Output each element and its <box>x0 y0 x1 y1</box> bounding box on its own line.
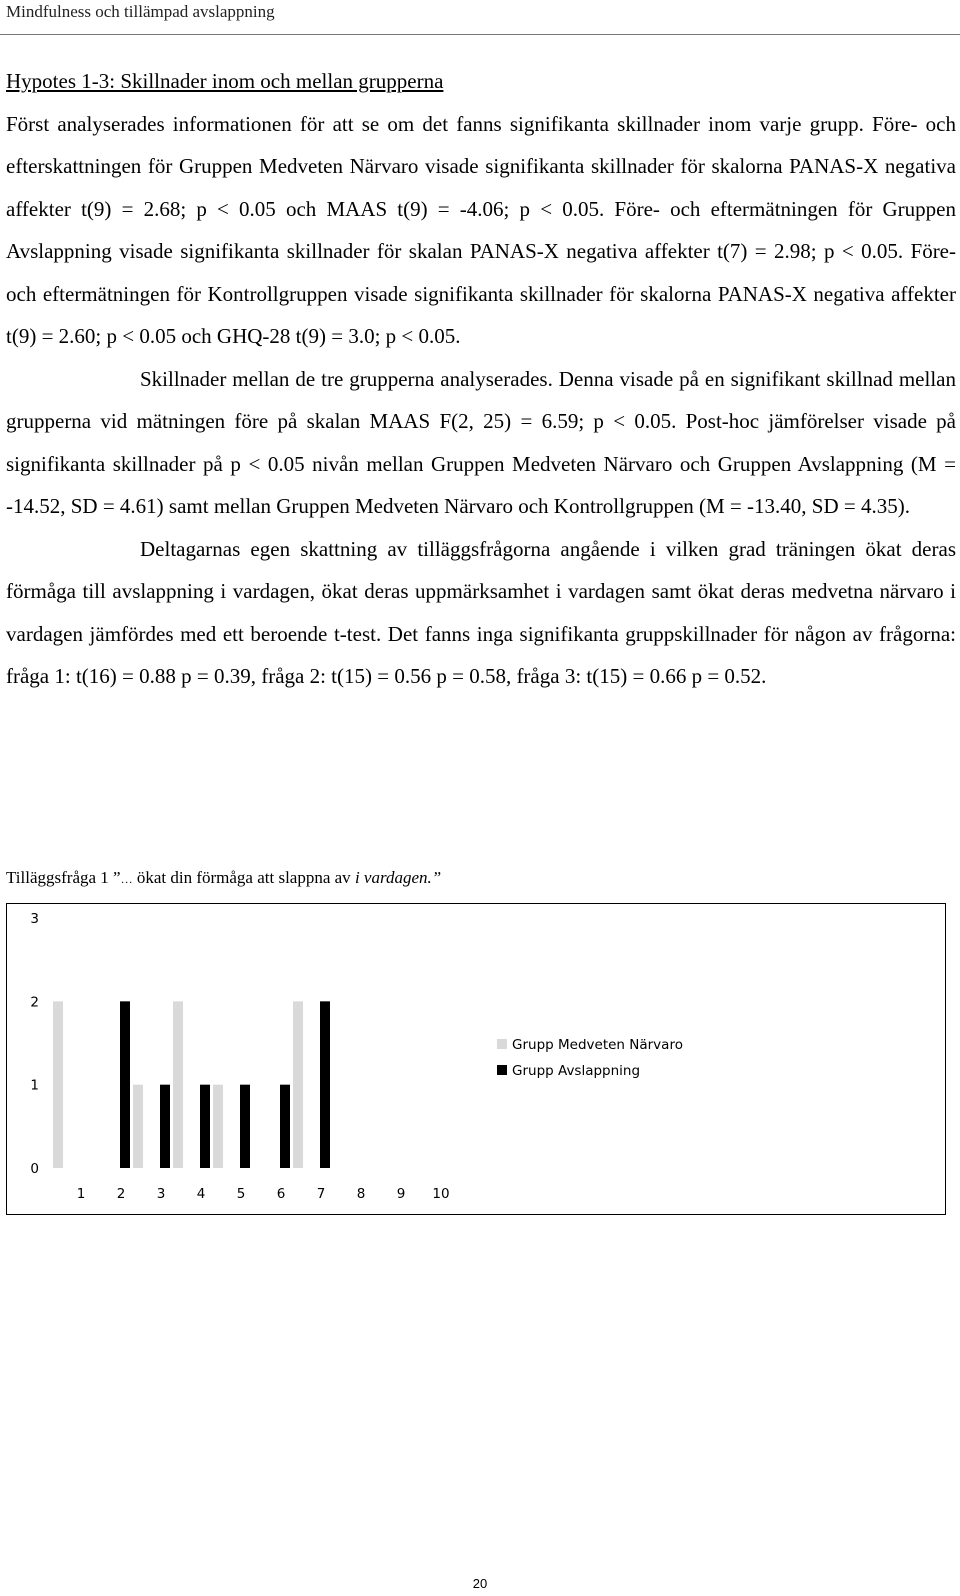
legend-label: Grupp Avslappning <box>512 1063 641 1079</box>
x-tick-label: 2 <box>116 1186 126 1202</box>
paragraph-additional-questions: Deltagarnas egen skattning av tilläggsfrågorna angående i vilken grad träningen ökat deras förmåga till avslappning i vardagen, ökat deras uppmärksamhet i vardagen samt ökat deras medvetna närvaro i vardagen jämfördes med ett beroende t-test. Det fanns inga signifikanta gruppskillnader för någon av frågorna: fråga 1: t(16) = 0.88 p = 0.39, fråga 2: t(15) = 0.56 p = 0.58, fråga 3: t(15) = 0.66 p = 0.52. <box>6 536 956 688</box>
bar-avslappning-5 <box>240 1085 250 1168</box>
x-tick-label: 5 <box>236 1186 246 1202</box>
caption-prefix: Tilläggsfråga 1 ” <box>6 868 121 887</box>
page-number: 20 <box>472 1576 488 1591</box>
figure-caption <box>6 868 441 888</box>
bar-avslappning-3 <box>160 1085 170 1168</box>
x-tick-label: 1 <box>76 1186 86 1202</box>
caption-middle: ökat din förmåga att slappna av <box>132 868 355 887</box>
bar-chart <box>7 904 945 1214</box>
caption-italic: i vardagen.” <box>354 868 442 887</box>
section-heading: Hypotes 1-3: Skillnader inom och mellan grupperna <box>6 69 444 93</box>
bar-medveten-narvaro-3 <box>133 1085 143 1168</box>
running-header: Mindfulness och tillämpad avslappning <box>6 2 275 21</box>
x-tick-label: 8 <box>356 1186 366 1202</box>
bar-avslappning-7 <box>320 1001 330 1168</box>
x-tick-label: 9 <box>396 1186 406 1202</box>
x-tick-label: 10 <box>432 1186 450 1202</box>
bar-avslappning-4 <box>200 1085 210 1168</box>
y-tick-label: 1 <box>30 1077 39 1094</box>
bar-avslappning-6 <box>280 1085 290 1168</box>
y-tick-label: 3 <box>30 911 39 927</box>
legend-swatch <box>497 1039 507 1049</box>
legend-swatch <box>497 1065 507 1075</box>
paragraph-within-groups: Först analyserades informationen för att se om det fanns signifikanta skillnader inom varje grupp. Före- och efterskattningen för Gruppen Medveten Närvaro visade signifikanta skillnader för skalorna PANAS-X negativa affekter t(9) = 2.68; p < 0.05 och MAAS t(9) = -4.06; p < 0.05. Före- och eftermätningen för Gruppen Avslappning visade signifikanta skillnader för skalan PANAS-X negativa affekter t(7) = 2.98; p < 0.05. Före- och eftermätningen för Kontrollgruppen visade signifikanta skillnader för skalorna PANAS-X negativa affekter t(9) = 2.60; p < 0.05 och GHQ-28 t(9) = 3.0; p < 0.05. <box>6 111 956 348</box>
x-tick-label: 7 <box>316 1186 326 1202</box>
y-tick-label: 2 <box>30 994 39 1011</box>
bar-avslappning-2 <box>120 1001 130 1168</box>
bar-medveten-narvaro-4 <box>173 1001 183 1168</box>
x-tick-label: 4 <box>196 1186 206 1202</box>
header-divider <box>0 34 960 35</box>
bar-medveten-narvaro-1 <box>53 1001 63 1168</box>
paragraph-between-groups: Skillnader mellan de tre grupperna analyserades. Denna visade på en signifikant skillnad mellan grupperna vid mätningen före på skalan MAAS F(2, 25) = 6.59; p < 0.05. Post-hoc jämförelser visade på signifikanta skillnader på p < 0.05 nivån mellan Gruppen Medveten Närvaro och Gruppen Avslappning (M = -14.52, SD = 4.61) samt mellan Gruppen Medveten Närvaro och Kontrollgruppen (M = -13.40, SD = 4.35). <box>6 366 956 518</box>
caption-ellipsis: … <box>120 872 133 886</box>
x-tick-label: 6 <box>276 1186 286 1202</box>
legend-label: Grupp Medveten Närvaro <box>512 1037 683 1053</box>
y-tick-label: 0 <box>30 1161 39 1177</box>
bar-medveten-narvaro-5 <box>213 1085 223 1168</box>
bar-medveten-narvaro-7 <box>293 1001 303 1168</box>
body-text <box>6 60 956 698</box>
bar-chart-frame <box>6 903 946 1215</box>
x-tick-label: 3 <box>156 1186 166 1202</box>
